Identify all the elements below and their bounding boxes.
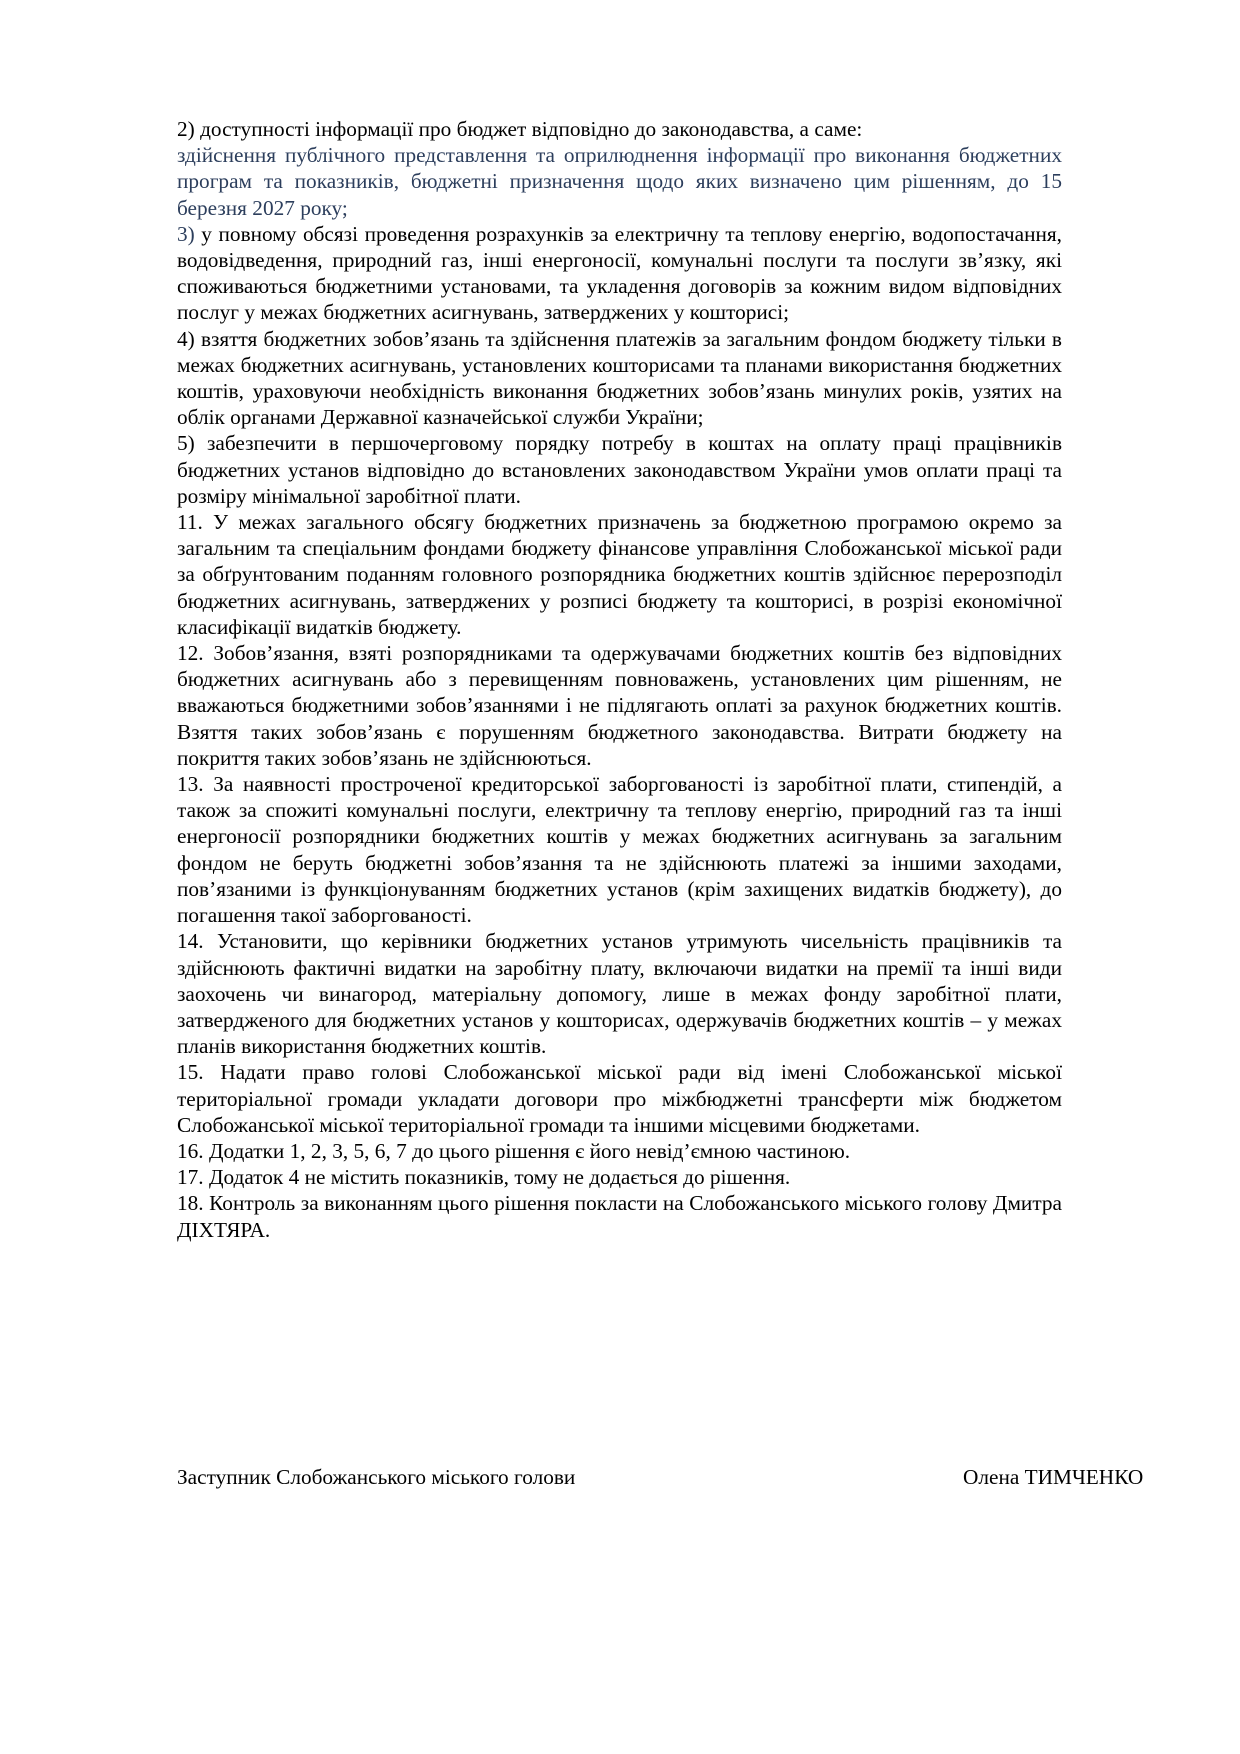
paragraph-item-3: 3) у повному обсязі проведення розрахунків за електричну та теплову енергію, водопостачання, водовідведення, природний газ, інші енергоносії, комунальні послуги та послуги зв’язку, які споживаються бюджетними установами, та укладення договорів за кожним видом відповідних послуг у межах бюджетних асигнувань, затверджених у кошторисі; bbox=[177, 221, 1062, 325]
paragraph-clause-12: 12. Зобов’язання, взяті розпорядниками та одержувачами бюджетних коштів без відповідних бюджетних асигнувань або з перевищенням повноважень, установлених цим рішенням, не вважаються бюджетними зобов’язаннями і не підлягають оплаті за рахунок бюджетних коштів. Взяття таких зобов’язань є порушенням бюджетного законодавства. Витрати бюджету на покриття таких зобов’язань не здійснюються. bbox=[177, 641, 1062, 770]
paragraph-clause-17: 17. Додаток 4 не містить показників, тому не додається до рішення. bbox=[177, 1165, 791, 1190]
paragraph-clause-18: 18. Контроль за виконанням цього рішення покласти на Слобожанського міського голову Дмитра ДІХТЯРА. bbox=[177, 1191, 1062, 1242]
paragraph-item-4: 4) взяття бюджетних зобов’язань та здійснення платежів за загальним фондом бюджету тільки в межах бюджетних асигнувань, установлених кошторисами та планами використання бюджетних коштів, ураховуючи необхідність виконання бюджетних зобов’язань минулих років, узятих на облік органами Державної казначейської служби України; bbox=[177, 326, 1062, 430]
paragraph-clause-15: 15. Надати право голові Слобожанської міської ради від імені Слобожанської міської територіальної громади укладати договори про міжбюджетні трансферти між бюджетом Слобожанської міської територіальної громади та іншими місцевими бюджетами. bbox=[177, 1060, 1062, 1137]
item-number: 3) bbox=[177, 221, 195, 246]
document-body bbox=[177, 116, 1062, 1243]
paragraph-item-5: 5) забезпечити в першочерговому порядку потребу в коштах на оплату праці працівників бюджетних установ відповідно до встановлених законодавством України умов оплати праці та розміру мінімальної заробітної плати. bbox=[177, 431, 1062, 508]
paragraph-clause-16: 16. Додатки 1, 2, 3, 5, 6, 7 до цього рішення є його невід’ємною частиною. bbox=[177, 1138, 851, 1163]
paragraph-clause-14: 14. Установити, що керівники бюджетних установ утримують чисельність працівників та здійснюють фактичні видатки на заробітну плату, включаючи видатки на премії та інші види заохочень чи винагород, матеріальну допомогу, лише в межах фонду заробітної плати, затвердженого для бюджетних установ у кошторисах, одержувачів бюджетних коштів – у межах планів використання бюджетних коштів. bbox=[177, 929, 1062, 1059]
signatory-name: Олена ТИМЧЕНКО bbox=[963, 1465, 1144, 1489]
signatory-position: Заступник Слобожанського міського голови bbox=[177, 1465, 576, 1489]
paragraph-clause-11: 11. У межах загального обсягу бюджетних призначень за бюджетною програмою окремо за загальним та спеціальним фондами бюджету фінансове управління Слобожанської міської ради за обґрунтованим поданням головного розпорядника бюджетних коштів здійснює перерозподіл бюджетних асигнувань, затверджених у розписі бюджету та кошторисі, в розрізі економічної класифікації видатків бюджету. bbox=[177, 510, 1062, 639]
paragraph-clause-13: 13. За наявності простроченої кредиторської заборгованості із заробітної плати, стипендій, а також за спожиті комунальні послуги, електричну та теплову енергію, природний газ та інші енергоносії розпорядники бюджетних коштів у межах бюджетних асигнувань за загальним фондом не беруть бюджетні зобов’язання та не здійснюють платежі за іншими заходами, пов’язаними із функціонуванням бюджетних установ (крім захищених видатків бюджету), до погашення такої заборгованості. bbox=[177, 772, 1062, 928]
paragraph-item-2: 2) доступності інформації про бюджет відповідно до законодавства, а саме: bbox=[177, 117, 863, 141]
paragraph-public-info: здійснення публічного представлення та оприлюднення інформації про виконання бюджетних програм та показників, бюджетні призначення щодо яких визначено цим рішенням, до 15 березня 2027 року; bbox=[177, 143, 1062, 220]
